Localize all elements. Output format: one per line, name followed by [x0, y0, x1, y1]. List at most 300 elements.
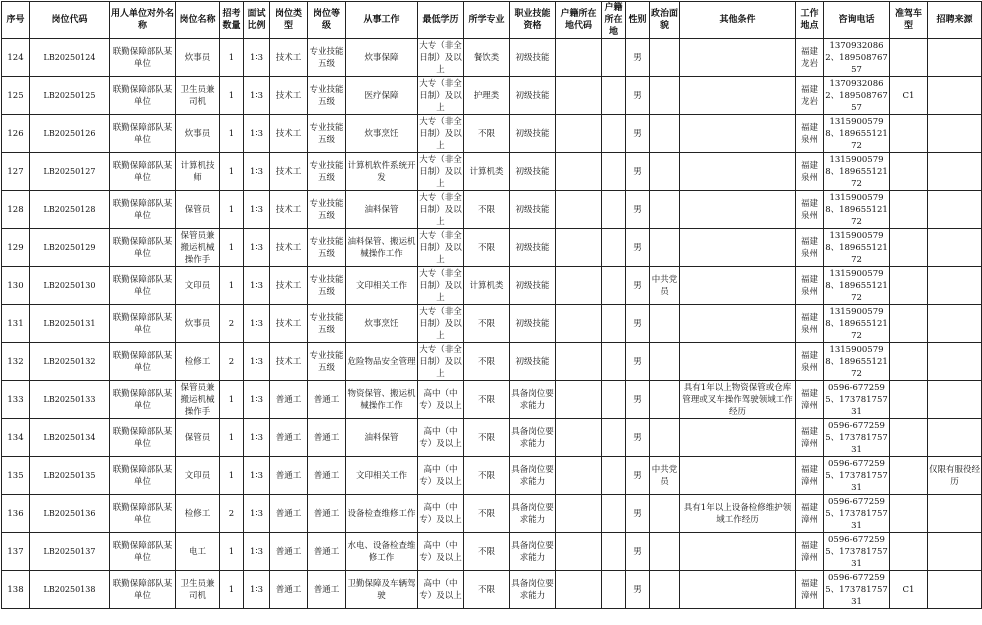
- post-type: 技术工: [270, 39, 308, 77]
- recruitment-source: [928, 305, 982, 343]
- work-location: 福建漳州: [796, 457, 824, 495]
- other-conditions: [680, 571, 796, 609]
- hire-count: 1: [220, 153, 244, 191]
- other-conditions: [680, 39, 796, 77]
- work-location: 福建泉州: [796, 343, 824, 381]
- interview-ratio: 1∶3: [244, 77, 270, 115]
- min-education: 大专（非全日制）及以上: [419, 116, 462, 151]
- table-row: [2, 77, 982, 115]
- table-row: [2, 305, 982, 343]
- work-content: 油料保管: [346, 191, 418, 229]
- header-row: [2, 2, 982, 39]
- interview-ratio: 1∶3: [244, 457, 270, 495]
- household-location: [602, 457, 626, 495]
- min-education: 大专（非全日制）及以上: [419, 192, 462, 227]
- political-status: [650, 343, 680, 381]
- min-education: 大专（非全日制）及以上: [419, 154, 462, 189]
- post-name: 文印员: [176, 267, 220, 305]
- post-type: 技术工: [270, 77, 308, 115]
- license-type: [890, 419, 928, 457]
- column-header: 其他条件: [680, 2, 796, 39]
- hire-count: 1: [220, 267, 244, 305]
- recruitment-source: [928, 153, 982, 191]
- column-header: 岗位类型: [270, 2, 308, 39]
- contact-phone: 0596-6772595、17378175731: [825, 534, 888, 569]
- household-location: [602, 571, 626, 609]
- other-conditions: [680, 153, 796, 191]
- household-code: [556, 153, 602, 191]
- post-type: 普通工: [270, 533, 308, 571]
- work-content: 油料保管: [346, 419, 418, 457]
- work-content: 危险物品安全管理: [346, 343, 418, 381]
- major: 计算机类: [464, 267, 510, 305]
- interview-ratio: 1∶3: [244, 39, 270, 77]
- license-type: C1: [890, 77, 928, 115]
- post-type: 技术工: [270, 153, 308, 191]
- row-number: 138: [2, 571, 30, 609]
- work-content: 卫勤保障及车辆驾驶: [346, 571, 418, 609]
- other-conditions: [680, 115, 796, 153]
- household-location: [602, 191, 626, 229]
- table-row: [2, 419, 982, 457]
- post-name: 卫生员兼司机: [176, 77, 220, 115]
- political-status: 中共党员: [650, 457, 680, 495]
- license-type: [890, 457, 928, 495]
- post-code: LB20250136: [30, 495, 110, 533]
- employer-name: 联勤保障部队某单位: [110, 191, 176, 229]
- work-location: 福建龙岩: [796, 39, 824, 77]
- post-type: 普通工: [270, 571, 308, 609]
- post-level: 专业技能五级: [308, 267, 346, 305]
- interview-ratio: 1∶3: [244, 495, 270, 533]
- other-conditions: [680, 77, 796, 115]
- employer-name: 联勤保障部队某单位: [110, 115, 176, 153]
- license-type: [890, 191, 928, 229]
- gender: 男: [626, 267, 650, 305]
- other-conditions: [680, 267, 796, 305]
- post-code: LB20250126: [30, 115, 110, 153]
- gender: 男: [626, 381, 650, 419]
- table-row: [2, 153, 982, 191]
- employer-name: 联勤保障部队某单位: [110, 229, 176, 267]
- row-number: 125: [2, 77, 30, 115]
- gender: 男: [626, 39, 650, 77]
- other-conditions: [680, 343, 796, 381]
- post-code: LB20250128: [30, 191, 110, 229]
- political-status: [650, 419, 680, 457]
- post-name: 炊事员: [176, 305, 220, 343]
- row-number: 134: [2, 419, 30, 457]
- skill-qualification: 具备岗位要求能力: [510, 495, 556, 533]
- column-header: 岗位等级: [308, 2, 346, 39]
- post-type: 普通工: [270, 381, 308, 419]
- work-location: 福建龙岩: [796, 77, 824, 115]
- other-conditions: 具有1年以上物资保管或仓库管理或叉车操作驾驶领域工作经历: [680, 381, 796, 419]
- post-code: LB20250129: [30, 229, 110, 267]
- row-number: 130: [2, 267, 30, 305]
- household-code: [556, 77, 602, 115]
- household-location: [602, 267, 626, 305]
- post-level: 普通工: [308, 419, 346, 457]
- employer-name: 联勤保障部队某单位: [110, 305, 176, 343]
- work-location: 福建漳州: [796, 495, 824, 533]
- household-code: [556, 419, 602, 457]
- post-type: 技术工: [270, 305, 308, 343]
- post-level: 专业技能五级: [308, 229, 346, 267]
- table-row: [2, 533, 982, 571]
- household-code: [556, 191, 602, 229]
- post-level: 专业技能五级: [308, 191, 346, 229]
- column-header: 岗位代码: [30, 2, 110, 39]
- skill-qualification: 初级技能: [510, 191, 556, 229]
- min-education: 高中（中专）及以上: [418, 457, 464, 495]
- household-code: [556, 571, 602, 609]
- contact-phone: 13709320862、18950876757: [825, 40, 888, 75]
- hire-count: 2: [220, 343, 244, 381]
- post-type: 技术工: [270, 115, 308, 153]
- gender: 男: [626, 191, 650, 229]
- skill-qualification: 初级技能: [510, 77, 556, 115]
- interview-ratio: 1∶3: [244, 381, 270, 419]
- interview-ratio: 1∶3: [244, 229, 270, 267]
- major: 不限: [464, 191, 510, 229]
- work-location: 福建泉州: [796, 267, 824, 305]
- contact-phone: 13159005798、18965512172: [825, 192, 888, 227]
- interview-ratio: 1∶3: [244, 267, 270, 305]
- post-name: 卫生员兼司机: [176, 571, 220, 609]
- column-header: 工作地点: [796, 2, 824, 39]
- interview-ratio: 1∶3: [244, 115, 270, 153]
- table-row: [2, 229, 982, 267]
- license-type: [890, 229, 928, 267]
- household-location: [602, 39, 626, 77]
- post-type: 技术工: [270, 343, 308, 381]
- contact-phone: 0596-6772595、17378175731: [825, 572, 888, 607]
- household-code: [556, 495, 602, 533]
- license-type: [890, 115, 928, 153]
- post-level: 普通工: [308, 533, 346, 571]
- major: 不限: [464, 457, 510, 495]
- column-header: 面试比例: [244, 2, 270, 39]
- political-status: [650, 305, 680, 343]
- skill-qualification: 初级技能: [510, 305, 556, 343]
- recruitment-source: [928, 381, 982, 419]
- table-row: [2, 381, 982, 419]
- column-header: 序号: [2, 2, 30, 39]
- post-name: 检修工: [176, 343, 220, 381]
- work-content: 炊事烹饪: [346, 305, 418, 343]
- table-header: [2, 2, 982, 39]
- recruitment-source: [928, 495, 982, 533]
- license-type: C1: [890, 571, 928, 609]
- recruitment-source: [928, 571, 982, 609]
- major: 不限: [464, 343, 510, 381]
- min-education: 高中（中专）及以上: [418, 419, 464, 457]
- column-header: 职业技能资格: [510, 2, 556, 39]
- post-level: 专业技能五级: [308, 305, 346, 343]
- column-header: 招考数量: [220, 2, 244, 39]
- row-number: 124: [2, 39, 30, 77]
- table-row: [2, 115, 982, 153]
- min-education: 大专（非全日制）及以上: [419, 230, 462, 265]
- column-header: 咨询电话: [824, 2, 890, 39]
- post-name: 文印员: [176, 457, 220, 495]
- post-name: 炊事员: [176, 115, 220, 153]
- work-content: 医疗保障: [346, 77, 418, 115]
- column-header: 户籍所在地: [602, 2, 626, 39]
- household-location: [602, 153, 626, 191]
- household-location: [602, 77, 626, 115]
- row-number: 135: [2, 457, 30, 495]
- employer-name: 联勤保障部队某单位: [110, 457, 176, 495]
- other-conditions: [680, 533, 796, 571]
- household-code: [556, 229, 602, 267]
- license-type: [890, 533, 928, 571]
- recruitment-table: [1, 1, 982, 609]
- work-location: 福建泉州: [796, 115, 824, 153]
- post-type: 技术工: [270, 191, 308, 229]
- post-type: 普通工: [270, 495, 308, 533]
- major: 餐饮类: [464, 39, 510, 77]
- post-name: 计算机技师: [176, 153, 220, 191]
- post-name: 保管员: [176, 419, 220, 457]
- row-number: 132: [2, 343, 30, 381]
- gender: 男: [626, 419, 650, 457]
- major: 计算机类: [464, 153, 510, 191]
- work-location: 福建泉州: [796, 191, 824, 229]
- employer-name: 联勤保障部队某单位: [110, 153, 176, 191]
- license-type: [890, 381, 928, 419]
- household-location: [602, 419, 626, 457]
- political-status: [650, 495, 680, 533]
- post-name: 保管员兼搬运机械操作手: [176, 229, 220, 267]
- contact-phone: 13159005798、18965512172: [825, 268, 888, 303]
- table-row: [2, 267, 982, 305]
- contact-phone: 13159005798、18965512172: [825, 306, 888, 341]
- column-header: 户籍所在地代码: [556, 2, 602, 39]
- hire-count: 1: [220, 229, 244, 267]
- work-location: 福建漳州: [796, 571, 824, 609]
- contact-phone: 0596-6772595、17378175731: [825, 420, 888, 455]
- column-header: 用人单位对外名称: [110, 2, 176, 39]
- household-code: [556, 39, 602, 77]
- row-number: 126: [2, 115, 30, 153]
- employer-name: 联勤保障部队某单位: [110, 533, 176, 571]
- min-education: 大专（非全日制）及以上: [419, 40, 462, 75]
- household-code: [556, 267, 602, 305]
- household-code: [556, 457, 602, 495]
- contact-phone: 13159005798、18965512172: [825, 344, 888, 379]
- column-header: 性别: [626, 2, 650, 39]
- household-location: [602, 533, 626, 571]
- interview-ratio: 1∶3: [244, 153, 270, 191]
- post-code: LB20250125: [30, 77, 110, 115]
- interview-ratio: 1∶3: [244, 571, 270, 609]
- post-name: 保管员: [176, 191, 220, 229]
- hire-count: 2: [220, 495, 244, 533]
- employer-name: 联勤保障部队某单位: [110, 343, 176, 381]
- household-code: [556, 381, 602, 419]
- post-code: LB20250138: [30, 571, 110, 609]
- column-header: 从事工作: [346, 2, 418, 39]
- post-name: 电工: [176, 533, 220, 571]
- other-conditions: [680, 305, 796, 343]
- post-code: LB20250131: [30, 305, 110, 343]
- interview-ratio: 1∶3: [244, 305, 270, 343]
- min-education: 大专（非全日制）及以上: [419, 344, 462, 379]
- major: 不限: [464, 305, 510, 343]
- min-education: 高中（中专）及以上: [418, 533, 464, 571]
- table-row: [2, 495, 982, 533]
- political-status: [650, 381, 680, 419]
- skill-qualification: 初级技能: [510, 115, 556, 153]
- work-location: 福建漳州: [796, 533, 824, 571]
- skill-qualification: 具备岗位要求能力: [510, 457, 556, 495]
- post-code: LB20250133: [30, 381, 110, 419]
- major: 不限: [464, 115, 510, 153]
- gender: 男: [626, 343, 650, 381]
- hire-count: 1: [220, 39, 244, 77]
- min-education: 大专（非全日制）及以上: [419, 306, 462, 341]
- interview-ratio: 1∶3: [244, 343, 270, 381]
- column-header: 岗位名称: [176, 2, 220, 39]
- table-body: [2, 39, 982, 609]
- major: 不限: [464, 381, 510, 419]
- table-row: [2, 191, 982, 229]
- political-status: [650, 191, 680, 229]
- work-content: 物资保管、搬运机械操作工作: [346, 381, 418, 419]
- column-header: 准驾车型: [890, 2, 928, 39]
- political-status: [650, 533, 680, 571]
- table-row: [2, 571, 982, 609]
- major: 护理类: [464, 77, 510, 115]
- household-location: [602, 495, 626, 533]
- hire-count: 1: [220, 381, 244, 419]
- row-number: 128: [2, 191, 30, 229]
- major: 不限: [464, 419, 510, 457]
- post-level: 普通工: [308, 571, 346, 609]
- post-code: LB20250135: [30, 457, 110, 495]
- employer-name: 联勤保障部队某单位: [110, 381, 176, 419]
- recruitment-source: [928, 419, 982, 457]
- contact-phone: 13159005798、18965512172: [825, 230, 888, 265]
- post-type: 技术工: [270, 229, 308, 267]
- political-status: [650, 39, 680, 77]
- gender: 男: [626, 571, 650, 609]
- min-education: 高中（中专）及以上: [418, 495, 464, 533]
- recruitment-source: [928, 343, 982, 381]
- post-code: LB20250124: [30, 39, 110, 77]
- major: 不限: [464, 533, 510, 571]
- hire-count: 2: [220, 305, 244, 343]
- post-level: 普通工: [308, 381, 346, 419]
- skill-qualification: 初级技能: [510, 343, 556, 381]
- row-number: 127: [2, 153, 30, 191]
- work-content: 水电、设备检查维修工作: [346, 533, 418, 571]
- gender: 男: [626, 457, 650, 495]
- work-location: 福建漳州: [796, 381, 824, 419]
- work-content: 炊事保障: [346, 39, 418, 77]
- political-status: [650, 229, 680, 267]
- recruitment-source: [928, 39, 982, 77]
- hire-count: 1: [220, 419, 244, 457]
- political-status: [650, 571, 680, 609]
- skill-qualification: 具备岗位要求能力: [510, 381, 556, 419]
- contact-phone: 0596-6772595、17378175731: [825, 382, 888, 417]
- household-code: [556, 343, 602, 381]
- post-level: 专业技能五级: [308, 115, 346, 153]
- skill-qualification: 具备岗位要求能力: [510, 419, 556, 457]
- work-content: 设备检查维修工作: [346, 495, 418, 533]
- major: 不限: [464, 229, 510, 267]
- political-status: [650, 115, 680, 153]
- post-type: 技术工: [270, 267, 308, 305]
- gender: 男: [626, 533, 650, 571]
- other-conditions: [680, 191, 796, 229]
- household-code: [556, 115, 602, 153]
- work-content: 文印相关工作: [346, 457, 418, 495]
- post-code: LB20250127: [30, 153, 110, 191]
- post-level: 专业技能五级: [308, 39, 346, 77]
- row-number: 131: [2, 305, 30, 343]
- household-location: [602, 381, 626, 419]
- other-conditions: [680, 229, 796, 267]
- recruitment-source: [928, 533, 982, 571]
- recruitment-source: [928, 229, 982, 267]
- interview-ratio: 1∶3: [244, 191, 270, 229]
- work-location: 福建漳州: [796, 419, 824, 457]
- license-type: [890, 267, 928, 305]
- row-number: 129: [2, 229, 30, 267]
- other-conditions: [680, 457, 796, 495]
- post-level: 专业技能五级: [308, 343, 346, 381]
- skill-qualification: 初级技能: [510, 153, 556, 191]
- row-number: 137: [2, 533, 30, 571]
- household-location: [602, 115, 626, 153]
- min-education: 高中（中专）及以上: [418, 381, 464, 419]
- work-location: 福建泉州: [796, 229, 824, 267]
- employer-name: 联勤保障部队某单位: [110, 571, 176, 609]
- license-type: [890, 305, 928, 343]
- employer-name: 联勤保障部队某单位: [110, 39, 176, 77]
- min-education: 大专（非全日制）及以上: [419, 78, 462, 113]
- gender: 男: [626, 153, 650, 191]
- recruitment-source: [928, 191, 982, 229]
- post-level: 专业技能五级: [308, 77, 346, 115]
- hire-count: 1: [220, 77, 244, 115]
- work-content: 计算机软件系统开发: [346, 153, 418, 191]
- column-header: 最低学历: [418, 2, 464, 39]
- column-header: 政治面貌: [650, 2, 680, 39]
- skill-qualification: 初级技能: [510, 267, 556, 305]
- hire-count: 1: [220, 533, 244, 571]
- license-type: [890, 39, 928, 77]
- work-content: 文印相关工作: [346, 267, 418, 305]
- post-code: LB20250137: [30, 533, 110, 571]
- post-code: LB20250130: [30, 267, 110, 305]
- employer-name: 联勤保障部队某单位: [110, 77, 176, 115]
- household-code: [556, 305, 602, 343]
- employer-name: 联勤保障部队某单位: [110, 419, 176, 457]
- skill-qualification: 初级技能: [510, 229, 556, 267]
- skill-qualification: 具备岗位要求能力: [510, 533, 556, 571]
- recruitment-source: [928, 77, 982, 115]
- post-code: LB20250134: [30, 419, 110, 457]
- column-header: 所学专业: [464, 2, 510, 39]
- recruitment-source: [928, 267, 982, 305]
- major: 不限: [464, 495, 510, 533]
- work-content: 油料保管、搬运机械操作工作: [346, 229, 418, 267]
